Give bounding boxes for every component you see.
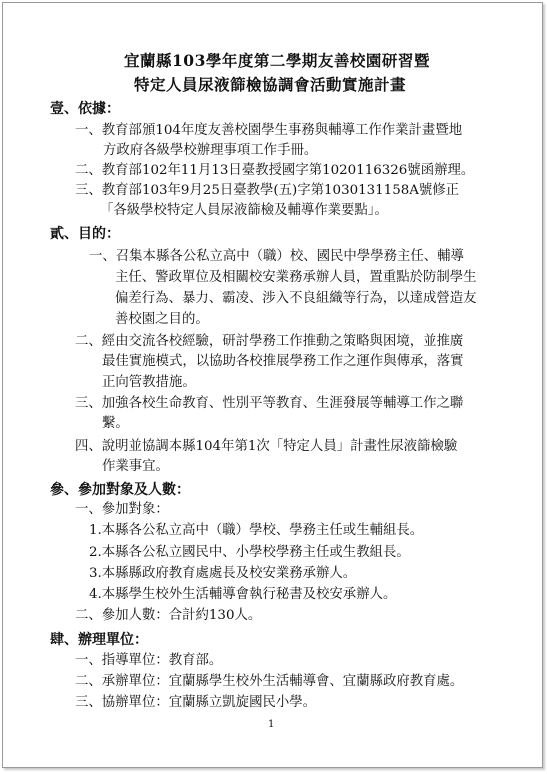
basis-item: 三、教育部103年9月25日臺教學(五)字第1030131158A號修正 (75, 183, 460, 198)
basis-item: 二、教育部102年11月13日臺教授國字第1020116326號函辦理。 (75, 163, 475, 178)
section-heading-organizers: 肆、辦理單位： (50, 632, 148, 648)
purpose-item: 作業事宜。 (102, 459, 169, 474)
purpose-item: 正向管教措施。 (102, 375, 196, 390)
page-number: 1 (268, 719, 275, 730)
organizers-item: 三、協辦單位：宜蘭縣立凱旋國民小學。 (75, 695, 317, 710)
participants-item: 3.本縣縣政府教育處處長及校安業務承辦人。 (89, 566, 357, 581)
participants-item: 二、參加人數：合計約130人。 (75, 608, 262, 623)
purpose-item: 善校園之目的。 (115, 312, 209, 327)
purpose-item: 一、召集本縣各公私立高中（職）校、國民中學學務主任、輔導 (89, 249, 464, 264)
purpose-item: 二、經由交流各校經驗，研討學務工作推動之策略與困境，並推廣 (75, 334, 464, 349)
purpose-item: 三、加強各校生命教育、性別平等教育、生涯發展等輔導工作之聯 (75, 396, 464, 411)
participants-item: 2.本縣各公私立國民中、小學校學務主任或生教組長。 (89, 545, 410, 560)
purpose-item: 偏差行為、暴力、霸凌、涉入不良組織等行為，以達成營造友 (115, 291, 477, 306)
basis-item: 一、教育部頒104年度友善校園學生事務與輔導工作作業計畫暨地 (75, 123, 463, 138)
participants-item: 4.本縣學生校外生活輔導會執行秘書及校安承辦人。 (89, 587, 397, 602)
purpose-item: 四、說明並協調本縣104年第1次「特定人員」計畫性尿液篩檢驗 (75, 439, 458, 454)
basis-item: 方政府各級學校辦理事項工作手冊。 (103, 143, 318, 158)
purpose-item: 最佳實施模式，以協助各校推展學務工作之運作與傳承，落實 (102, 354, 464, 369)
purpose-item: 主任、警政單位及相關校安業務承辦人員，置重點於防制學生 (115, 270, 477, 285)
title-line-1: 宜蘭縣103學年度第二學期友善校園研習暨 (124, 51, 430, 70)
section-heading-participants: 參、參加對象及人數： (50, 482, 190, 498)
organizers-item: 二、承辦單位：宜蘭縣學生校外生活輔導會、宜蘭縣政府教育處。 (75, 674, 464, 689)
participants-item: 一、參加對象： (75, 502, 169, 517)
organizers-item: 一、指導單位：教育部。 (75, 653, 223, 668)
title-line-2: 特定人員尿液篩檢協調會活動實施計畫 (134, 75, 407, 94)
basis-item: 「各級學校特定人員尿液篩檢及輔導作業要點」。 (100, 203, 388, 218)
document-page (2, 2, 543, 768)
section-heading-purpose: 貳、目的： (50, 226, 120, 242)
purpose-item: 繫。 (102, 416, 129, 431)
section-heading-basis: 壹、依據： (50, 101, 120, 117)
participants-item: 1.本縣各公私立高中（職）學校、學務主任或生輔組長。 (89, 523, 424, 538)
